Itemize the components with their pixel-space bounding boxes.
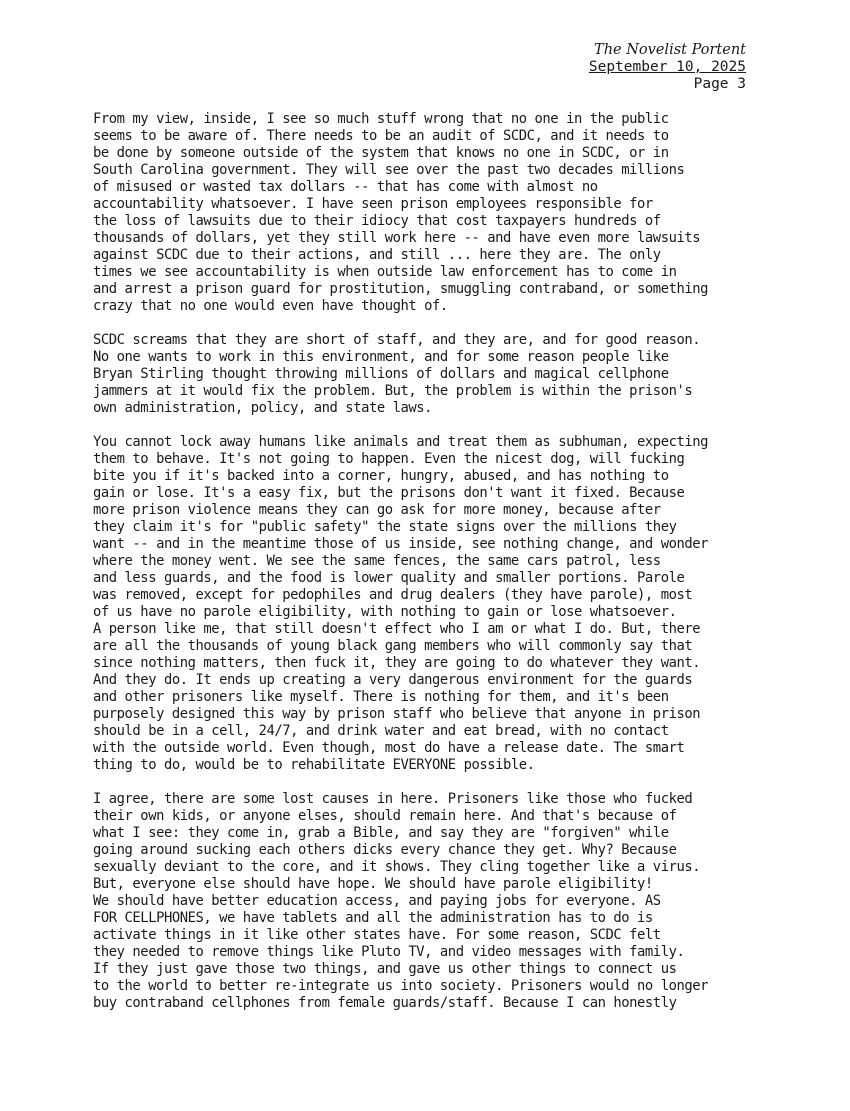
text-line: sexually deviant to the core, and it shows. They cling together like a virus. — [93, 859, 701, 875]
publication-title: The Novelist Portent — [594, 42, 746, 58]
text-line: and less guards, and the food is lower quality and smaller portions. Parole — [93, 570, 685, 586]
text-line: of misused or wasted tax dollars -- that has come with almost no — [93, 179, 598, 195]
text-line: You cannot lock away humans like animals and treat them as subhuman, expecting — [93, 434, 709, 450]
page-header — [589, 42, 746, 93]
text-line: where the money went. We see the same fences, the same cars patrol, less — [93, 553, 661, 569]
text-line: buy contraband cellphones from female guards/staff. Because I can honestly — [93, 995, 677, 1011]
text-line: going around sucking each others dicks every chance they get. Why? Because — [93, 842, 677, 858]
text-line: are all the thousands of young black gang members who will commonly say that — [93, 638, 693, 654]
paragraph — [93, 111, 753, 315]
letter-body — [93, 111, 753, 1029]
header-date: September 10, 2025 — [588, 59, 746, 75]
text-line: want -- and in the meantime those of us inside, see nothing change, and wonder — [93, 536, 709, 552]
text-line: But, everyone else should have hope. We should have parole eligibility! — [93, 876, 653, 892]
text-line: own administration, policy, and state laws. — [93, 400, 433, 416]
text-line: and arrest a prison guard for prostitution, smuggling contraband, or something — [93, 281, 709, 297]
text-line: of us have no parole eligibility, with nothing to gain or lose whatsoever. — [93, 604, 677, 620]
text-line: they needed to remove things like Pluto TV, and video messages with family. — [93, 944, 685, 960]
text-line: with the outside world. Even though, most do have a release date. The smart — [93, 740, 685, 756]
text-line: No one wants to work in this environment, and for some reason people like — [93, 349, 669, 365]
text-line: activate things in it like other states have. For some reason, SCDC felt — [93, 927, 661, 943]
text-line: bite you if it's backed into a corner, hungry, abused, and has nothing to — [93, 468, 669, 484]
page-number: Page 3 — [693, 76, 746, 92]
text-line: more prison violence means they can go ask for more money, because after — [93, 502, 661, 518]
text-line: seems to be aware of. There needs to be an audit of SCDC, and it needs to — [93, 128, 669, 144]
text-line: accountability whatsoever. I have seen prison employees responsible for — [93, 196, 653, 212]
text-line: From my view, inside, I see so much stuff wrong that no one in the public — [93, 111, 669, 127]
text-line: them to behave. It's not going to happen. Even the nicest dog, will fucking — [93, 451, 685, 467]
text-line: be done by someone outside of the system that knows no one in SCDC, or in — [93, 145, 669, 161]
paragraph — [93, 434, 753, 774]
text-line: A person like me, that still doesn't effect who I am or what I do. But, there — [93, 621, 701, 637]
text-line: they claim it's for "public safety" the state signs over the millions they — [93, 519, 677, 535]
text-line: And they do. It ends up creating a very dangerous environment for the guards — [93, 672, 693, 688]
text-line: their own kids, or anyone elses, should remain here. And that's because of — [93, 808, 677, 824]
text-line: South Carolina government. They will see over the past two decades millions — [93, 162, 685, 178]
text-line: We should have better education access, and paying jobs for everyone. AS — [93, 893, 661, 909]
paragraph — [93, 332, 753, 417]
paragraph — [93, 791, 753, 1012]
text-line: purposely designed this way by prison staff who believe that anyone in prison — [93, 706, 701, 722]
text-line: against SCDC due to their actions, and still ... here they are. The only — [93, 247, 661, 263]
text-line: SCDC screams that they are short of staff, and they are, and for good reason. — [93, 332, 701, 348]
text-line: the loss of lawsuits due to their idiocy that cost taxpayers hundreds of — [93, 213, 661, 229]
text-line: If they just gave those two things, and gave us other things to connect us — [93, 961, 677, 977]
text-line: was removed, except for pedophiles and drug dealers (they have parole), most — [93, 587, 693, 603]
text-line: I agree, there are some lost causes in here. Prisoners like those who fucked — [93, 791, 693, 807]
text-line: thousands of dollars, yet they still work here -- and have even more lawsuits — [93, 230, 701, 246]
text-line: crazy that no one would even have thought of. — [93, 298, 448, 314]
text-line: since nothing matters, then fuck it, they are going to do whatever they want. — [93, 655, 701, 671]
text-line: FOR CELLPHONES, we have tablets and all the administration has to do is — [93, 910, 653, 926]
text-line: gain or lose. It's a easy fix, but the prisons don't want it fixed. Because — [93, 485, 685, 501]
text-line: thing to do, would be to rehabilitate EVERYONE possible. — [93, 757, 535, 773]
text-line: jammers at it would fix the problem. But, the problem is within the prison's — [93, 383, 693, 399]
text-line: to the world to better re-integrate us into society. Prisoners would no longer — [93, 978, 709, 994]
text-line: what I see: they come in, grab a Bible, and say they are "forgiven" while — [93, 825, 669, 841]
text-line: should be in a cell, 24/7, and drink water and eat bread, with no contact — [93, 723, 669, 739]
text-line: and other prisoners like myself. There is nothing for them, and it's been — [93, 689, 669, 705]
text-line: times we see accountability is when outside law enforcement has to come in — [93, 264, 677, 280]
text-line: Bryan Stirling thought throwing millions of dollars and magical cellphone — [93, 366, 669, 382]
